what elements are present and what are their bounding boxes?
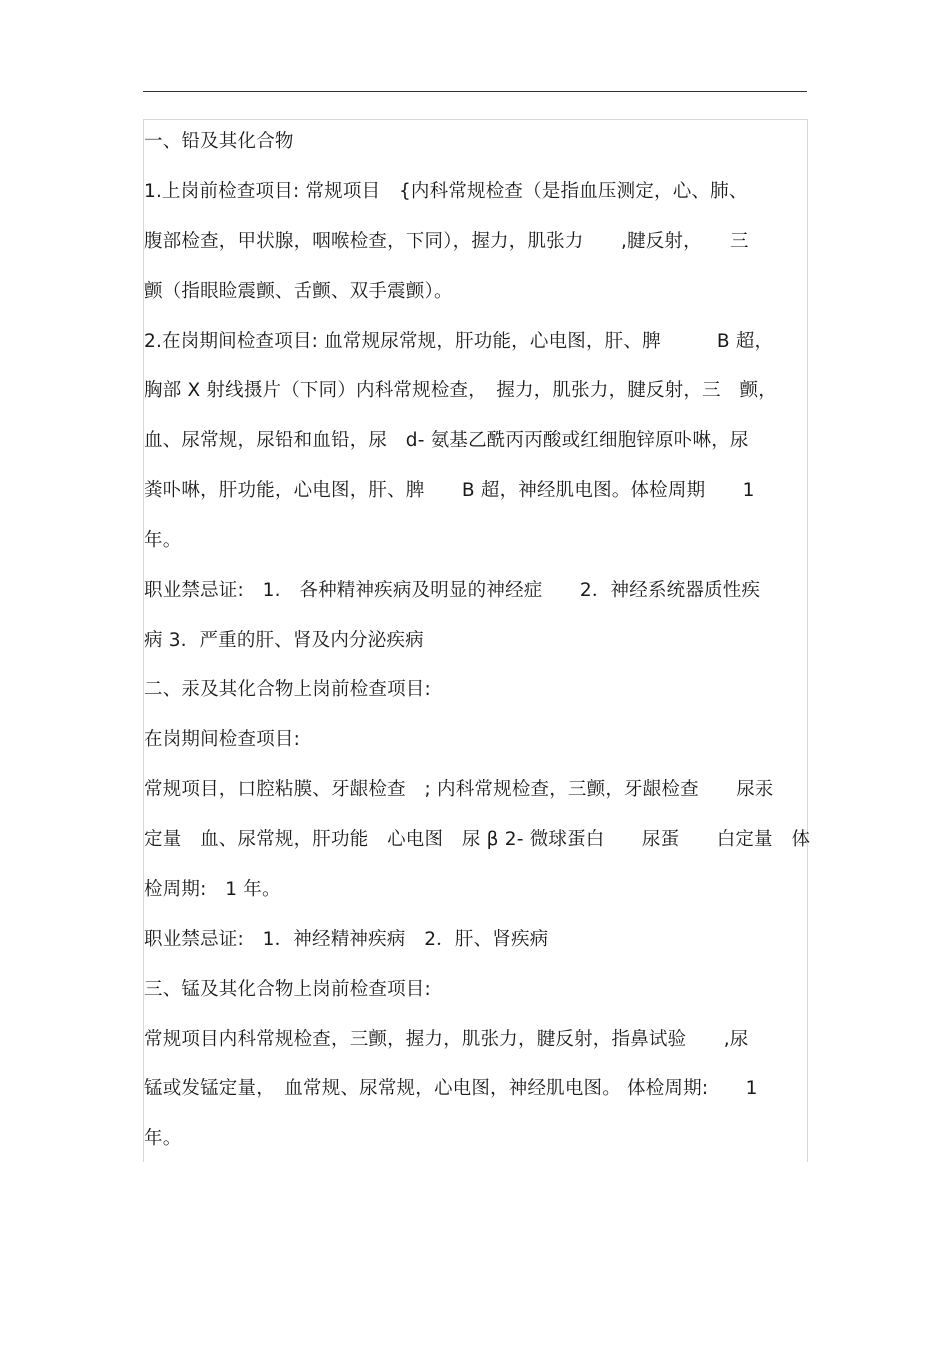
text-line: 腹部检查，甲状腺，咽喉检查，下同），握力，肌张力 ,腱反射， 三 [144,231,749,252]
section-heading-manganese: 三、锰及其化合物上岗前检查项目: [144,979,431,1000]
text-line: 检周期: 1 年。 [144,879,281,900]
text-line: 血、尿常规，尿铅和血铅，尿 d- 氨基乙酰丙丙酸或红细胞锌原卟啉，尿 [144,430,749,451]
header-rule [143,91,807,92]
section-heading-mercury: 二、汞及其化合物上岗前检查项目: [144,679,431,700]
text-line: 定量 血、尿常规，肝功能 心电图 尿 β 2- 微球蛋白 尿蛋 白定量 体 [144,829,811,850]
text-line: 职业禁忌证: 1．神经精神疾病 2．肝、肾疾病 [144,929,549,950]
text-line: 年。 [144,1128,182,1149]
text-line: 年。 [144,530,182,551]
text-line: 在岗期间检查项目: [144,729,301,750]
text-line: 常规项目，口腔粘膜、牙龈检查 ; 内科常规检查，三颤，牙龈检查 尿汞 [144,779,774,800]
text-line: 粪卟啉，肝功能，心电图，肝、脾 B 超，神经肌电图。体检周期 1 [144,480,755,501]
text-line: 1.上岗前检查项目: 常规项目 {内科常规检查（是指血压测定，心、肺、 [144,181,748,202]
text-line: 颤（指眼睑震颤、舌颤、双手震颤）。 [144,281,453,302]
text-line: 病 3．严重的肝、肾及内分泌疾病 [144,630,424,651]
text-line: 2.在岗期间检查项目: 血常规尿常规，肝功能，心电图，肝、脾 B 超， [144,331,774,352]
text-line: 职业禁忌证: 1. 各种精神疾病及明显的神经症 2．神经系统器质性疾 [144,580,761,601]
text-line: 常规项目内科常规检查，三颤，握力，肌张力，腱反射，指鼻试验 ,尿 [144,1029,749,1050]
text-line: 锰或发锰定量， 血常规、尿常规，心电图，神经肌电图。 体检周期: 1 [144,1078,758,1099]
section-heading-lead: 一、铅及其化合物 [144,131,294,152]
text-line: 胸部 X 射线摄片（下同）内科常规检查， 握力，肌张力，腱反射，三 颤， [144,380,777,401]
